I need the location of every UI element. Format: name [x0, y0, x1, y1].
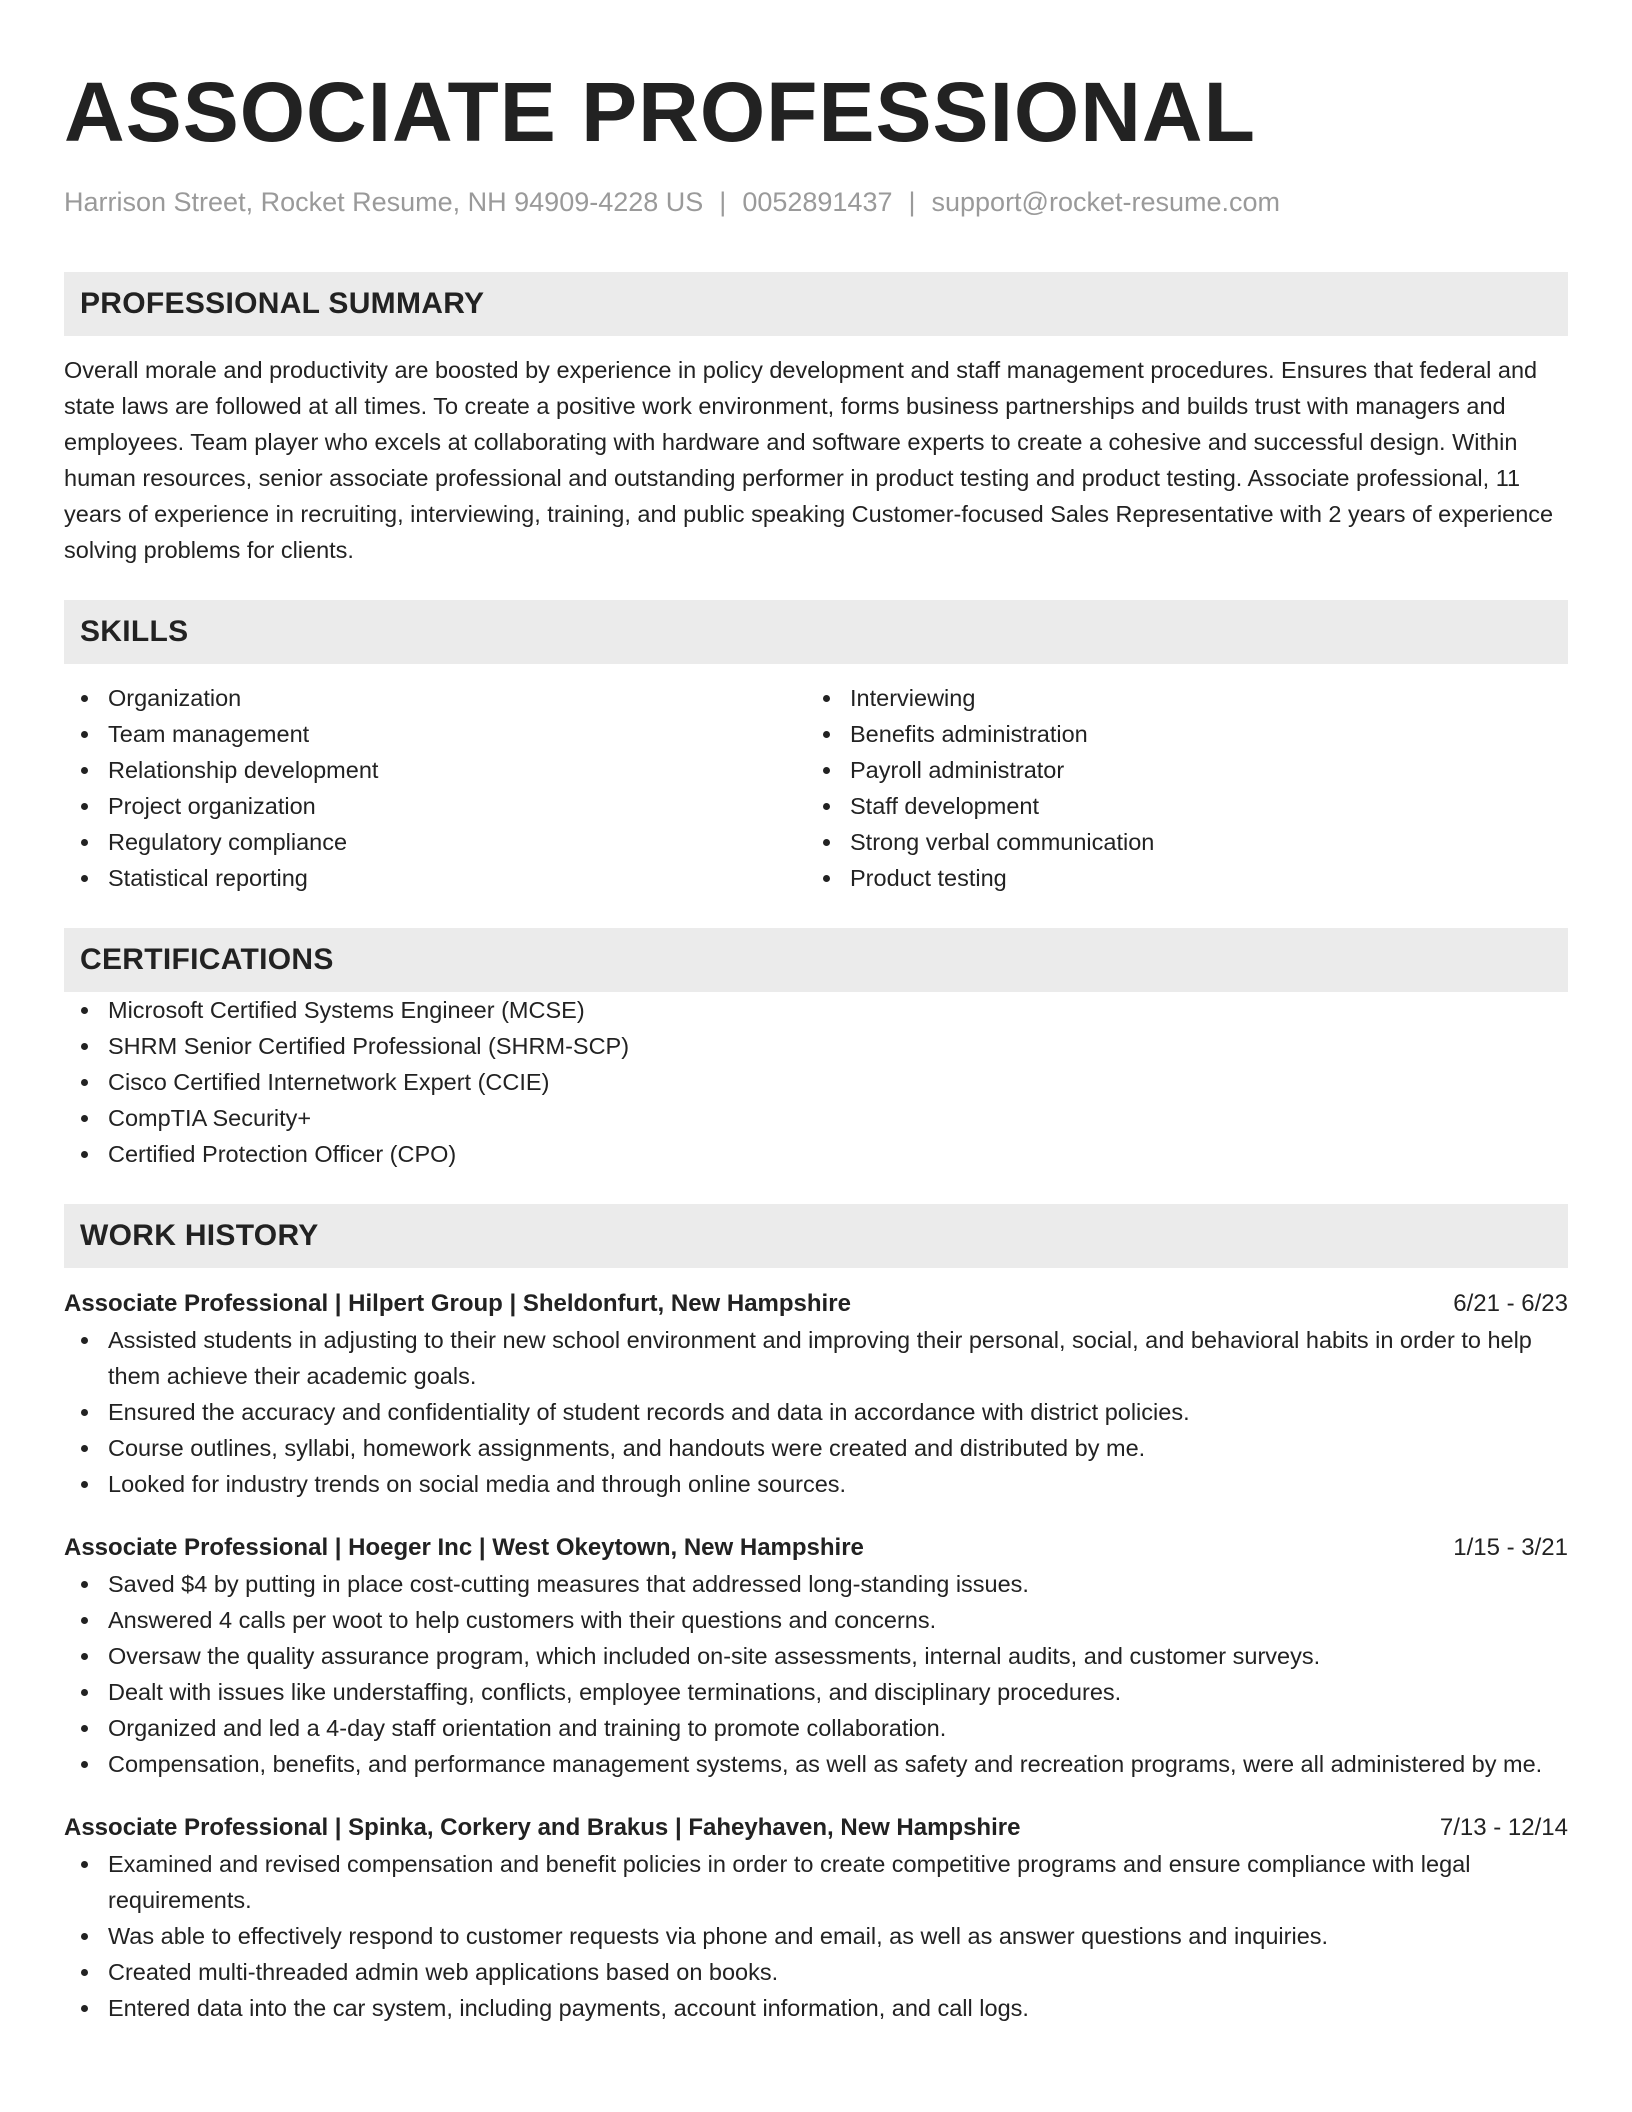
certification-item: Cisco Certified Internetwork Expert (CCIE): [64, 1064, 1568, 1100]
skills-grid: [64, 680, 1568, 896]
job-entry: [64, 1810, 1568, 2026]
job-bullet: Was able to effectively respond to customer requests via phone and email, as well as answer questions and inquiries.: [64, 1918, 1568, 1954]
job-bullet: Dealt with issues like understaffing, conflicts, employee terminations, and disciplinary procedures.: [64, 1674, 1568, 1710]
job-bullet: Compensation, benefits, and performance management systems, as well as safety and recreation programs, were all administered by me.: [64, 1746, 1568, 1782]
job-bullet: Assisted students in adjusting to their new school environment and improving their personal, social, and behavioral habits in order to help them achieve their academic goals.: [64, 1322, 1568, 1394]
job-bullet: Examined and revised compensation and benefit policies in order to create competitive programs and ensure compliance with legal requirements.: [64, 1846, 1568, 1918]
job-dates: 1/15 - 3/21: [1453, 1534, 1568, 1561]
certification-item: CompTIA Security+: [64, 1100, 1568, 1136]
section-header-certifications: CERTIFICATIONS: [64, 928, 1568, 992]
job-bullet: Ensured the accuracy and confidentiality of student records and data in accordance with district policies.: [64, 1394, 1568, 1430]
skill-item: Payroll administrator: [806, 752, 1548, 788]
job-bullet: Course outlines, syllabi, homework assignments, and handouts were created and distributed by me.: [64, 1430, 1568, 1466]
job-entry: [64, 1286, 1568, 1502]
job-bullet: Created multi-threaded admin web applications based on books.: [64, 1954, 1568, 1990]
section-header-work-history: WORK HISTORY: [64, 1204, 1568, 1268]
section-header-summary: PROFESSIONAL SUMMARY: [64, 272, 1568, 336]
skill-item: Benefits administration: [806, 716, 1548, 752]
skill-item: Organization: [64, 680, 806, 716]
skill-item: Interviewing: [806, 680, 1548, 716]
summary-text: Overall morale and productivity are boosted by experience in policy development and staff management procedures. Ensures that federal and state laws are followed at all times. To create a positive work environment, forms business partnerships and builds trust with managers and employees. Team player who excels at collaborating with hardware and software experts to create a cohesive and successful design. Within human resources, senior associate professional and outstanding performer in product testing and product testing. Associate professional, 11 years of experience in recruiting, interviewing, training, and public speaking Customer-focused Sales Representative with 2 years of experience solving problems for clients.: [64, 357, 1554, 563]
job-bullet: Answered 4 calls per woot to help customers with their questions and concerns.: [64, 1602, 1568, 1638]
skill-item: Project organization: [64, 788, 806, 824]
certification-item: SHRM Senior Certified Professional (SHRM-SCP): [64, 1028, 1568, 1064]
job-entry: [64, 1530, 1568, 1782]
job-bullets: [64, 1566, 1568, 1782]
contact-separator: |: [719, 187, 727, 217]
skills-column-left: [64, 680, 806, 896]
skill-item: Strong verbal communication: [806, 824, 1548, 860]
job-dates: 6/21 - 6/23: [1453, 1290, 1568, 1317]
certification-item: Certified Protection Officer (CPO): [64, 1136, 1568, 1172]
job-bullet: Looked for industry trends on social media and through online sources.: [64, 1466, 1568, 1502]
job-bullet: Entered data into the car system, including payments, account information, and call logs.: [64, 1990, 1568, 2026]
skills-column-right: [806, 680, 1548, 896]
job-bullet: Saved $4 by putting in place cost-cutting measures that addressed long-standing issues.: [64, 1566, 1568, 1602]
job-bullets: [64, 1846, 1568, 2026]
contact-address: Harrison Street, Rocket Resume, NH 94909-4228 US: [64, 187, 704, 217]
certifications-list: [64, 992, 1568, 1172]
contact-phone: 0052891437: [742, 187, 893, 217]
job-title: Associate Professional | Spinka, Corkery and Brakus | Faheyhaven, New Hampshire: [64, 1814, 1021, 1841]
skills-list-left: [64, 680, 806, 896]
contact-email: support@rocket-resume.com: [931, 187, 1281, 217]
job-bullets: [64, 1322, 1568, 1502]
contact-separator: |: [908, 187, 916, 217]
job-dates: 7/13 - 12/14: [1439, 1814, 1568, 1841]
job-bullet: Organized and led a 4-day staff orientation and training to promote collaboration.: [64, 1710, 1568, 1746]
certification-item: Microsoft Certified Systems Engineer (MCSE): [64, 992, 1568, 1028]
resume-name: ASSOCIATE PROFESSIONAL: [64, 65, 1256, 159]
contact-line: [64, 182, 1568, 222]
job-header: [64, 1286, 1568, 1322]
section-header-skills: SKILLS: [64, 600, 1568, 664]
job-title: Associate Professional | Hoeger Inc | West Okeytown, New Hampshire: [64, 1534, 864, 1561]
job-header: [64, 1530, 1568, 1566]
skill-item: Relationship development: [64, 752, 806, 788]
skill-item: Team management: [64, 716, 806, 752]
skill-item: Staff development: [806, 788, 1548, 824]
skill-item: Regulatory compliance: [64, 824, 806, 860]
job-title: Associate Professional | Hilpert Group | Sheldonfurt, New Hampshire: [64, 1290, 851, 1317]
skill-item: Product testing: [806, 860, 1548, 896]
job-bullet: Oversaw the quality assurance program, which included on-site assessments, internal audits, and customer surveys.: [64, 1638, 1568, 1674]
skill-item: Statistical reporting: [64, 860, 806, 896]
job-header: [64, 1810, 1568, 1846]
skills-list-right: [806, 680, 1548, 896]
